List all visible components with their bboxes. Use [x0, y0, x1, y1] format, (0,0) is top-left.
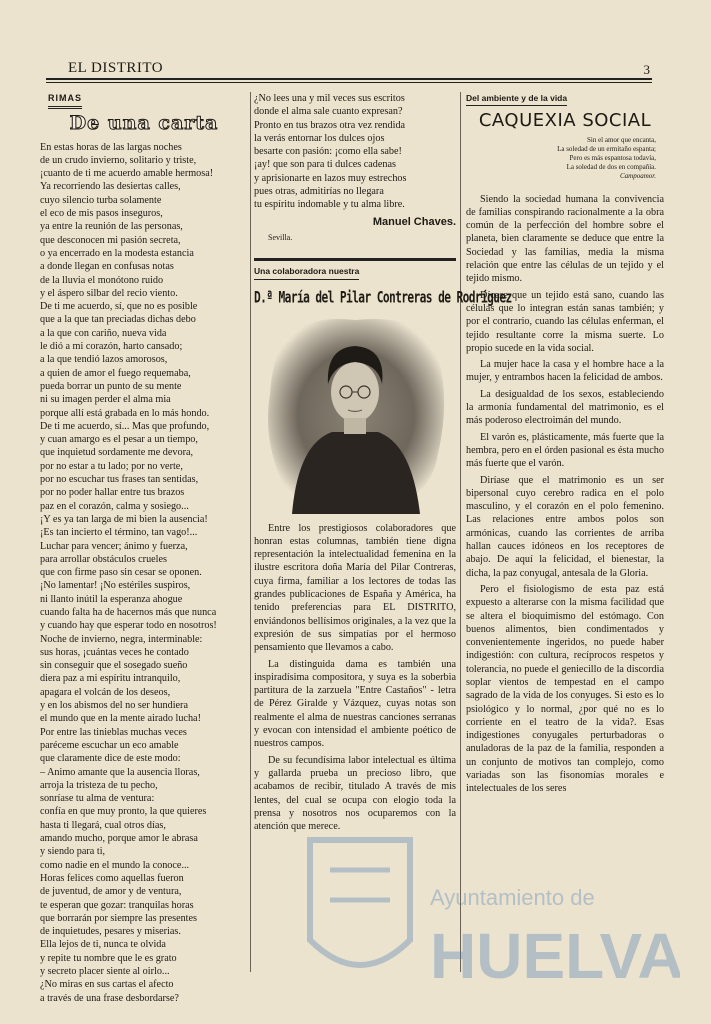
- poem-line: de un crudo invierno, solitario y triste,: [40, 154, 197, 166]
- poem-line: En estas horas de las largas noches: [40, 141, 182, 153]
- poem-line: y cuando hay que esperar todo en nosotros!: [40, 620, 217, 632]
- poem-line: a través de una frase desbordarse?: [40, 992, 179, 1004]
- poem-line: a donde llegan en confusas notas: [40, 261, 174, 273]
- poem-line: tu espíritu indomable y tu alma libre.: [254, 199, 405, 211]
- poem-line: le dió a mi corazón, harto cansado;: [40, 341, 183, 353]
- epigraph: [466, 136, 664, 181]
- poem-line: arroja la tristeza de tu pecho,: [40, 779, 158, 791]
- poem-line: y aprisionarte en lazos muy estrechos: [254, 172, 407, 184]
- poem-line: ya entre la reunión de las personas,: [40, 221, 183, 233]
- poem-line: te esperan que gozar: tranquilas horas: [40, 899, 194, 911]
- poem-line: para arrollar obstáculos crueles: [40, 553, 168, 565]
- column-essay: [466, 92, 664, 799]
- poem-line: y secreto placer siente al oirlo...: [40, 966, 170, 977]
- section-separator: [254, 258, 456, 261]
- poem-line: ni llanto inútil la esperanza ahogue: [40, 593, 183, 605]
- poem-line: ¡cuanto de ti me acuerdo amable hermosa!: [40, 168, 214, 180]
- poem-line: Noche de invierno, negra, interminable:: [40, 633, 203, 645]
- poem-line: amando mucho, porque amor le abrasa: [40, 833, 198, 845]
- poem-line: que inquietud sordamente me devora,: [40, 447, 194, 459]
- epigraph-author: Campoamor.: [620, 171, 656, 180]
- poem-line: que desconocen mi pasión secreta,: [40, 234, 181, 246]
- essay-paragraph: Dícese que un tejido está sano, cuando las células que lo integran están sanas también; y por el contrario, cuando las células enferman, el tejido resultante corre la misma suerte. Lo propio sucede en la vida social.: [466, 289, 664, 354]
- poem-line: pues otras, admitirías no llegara: [254, 186, 384, 198]
- poem-line: y en los abismos del no ser hundiera: [40, 700, 188, 712]
- publication-name: EL DISTRITO: [68, 60, 164, 76]
- poem-line: donde el alma sale cuanto expresan?: [254, 106, 403, 118]
- bio-title: D.ª María del Pilar Contreras de Rodríguez: [254, 287, 512, 307]
- watermark-sub: Ayuntamiento de: [430, 885, 595, 910]
- poem-line: por no escuchar tus frases tan sentidas,: [40, 474, 199, 486]
- poem-line: y repite tu nombre que le es grato: [40, 952, 177, 964]
- poem-line: ¡Y es ya tan larga de mi bien la ausencia!: [40, 513, 208, 525]
- poem-line: sus horas, ¡cuántas veces he contado: [40, 646, 189, 658]
- poem-line: que a la que tan preciadas dichas debo: [40, 314, 196, 326]
- poem-line: De ti me acuerdo, sí, que no es posible: [40, 301, 198, 313]
- poem-line: que con firme paso sin cesar se oponen.: [40, 567, 202, 579]
- essay-title: CAQUEXIA SOCIAL: [478, 110, 652, 132]
- essay-text: [466, 193, 664, 796]
- section-label-ambiente: Del ambiente y de la vida: [466, 92, 567, 106]
- poem-line: que claramente dice de este modo:: [40, 753, 181, 765]
- page-header: [46, 60, 652, 78]
- poem-line: cuando falta ha de hacernos más que nunca: [40, 606, 217, 618]
- watermark: [300, 830, 680, 1000]
- poem-line: Ella lejos de ti, nunca te olvida: [40, 939, 166, 951]
- poem-line: a la que con cariño, nueva vida: [40, 327, 167, 339]
- poem-line: Pronto en tus brazos otra vez rendida: [254, 119, 406, 131]
- portrait-photo: [262, 314, 448, 514]
- poem-line: Horas felices como aquellas fueron: [40, 872, 184, 884]
- poem-line: la verás entornar los dulces ojos: [254, 132, 385, 144]
- poem-line: sonríase tu alma de ventura:: [40, 793, 155, 805]
- poem-line: porque allí está grabada en lo más hondo.: [40, 407, 210, 419]
- poem-line: y siendo para ti,: [40, 846, 106, 858]
- essay-paragraph: La mujer hace la casa y el hombre hace a la mujer, y entrambos hacen la felicidad de ambos.: [466, 359, 664, 384]
- poem-line: ni su imagen perder el alma mia: [40, 394, 171, 406]
- poem-line: sin conseguir que el sosegado sueño: [40, 660, 188, 672]
- poem-verses: [40, 141, 248, 1005]
- essay-paragraph: Pero el fisiologismo de esta paz está expuesto a alterarse con la misma facilidad que se altera el bioquimismo del estómago. Con buenos alimentos, bien condimentados y convenientemente ingeridos, no puede haber indigestión: con cultura, recíprocos respetos y tolerancia, no puede el geniecillo de la discordia soplar vientos de tempestad en el campo sagrado de la vida de los conyuges. Si esto es lo psiológico y lo normal, ¿por qué no es lo corriente en el teatro de la vida?. Esas indigestiones conyugales perturbadoras o anuladoras de la paz de la familia, responden a un conjunto de motivos tan complejo, como variadas son las fisonomías morales e intelectuales de los seres: [466, 583, 664, 795]
- column-divider-2: [460, 92, 461, 972]
- poem-line: hasta ti llegará, cual otros días,: [40, 819, 166, 831]
- poem-line: Luchar para vencer; ánimo y fuerza,: [40, 540, 188, 552]
- section-label-colaboradora: Una colaboradora nuestra: [254, 265, 359, 279]
- essay-paragraph: El varón es, plásticamente, más fuerte que la hembra, pero en el órden pasional es ésta mucho más fuerte que el varón.: [466, 431, 664, 470]
- page-number: 3: [643, 62, 650, 77]
- poem-line: apagara el volcán de los deseos,: [40, 686, 171, 698]
- poem-line: como nadie en el mundo la conoce...: [40, 859, 190, 871]
- poem-line: el mundo que en la mente airado lucha!: [40, 713, 201, 725]
- bio-paragraph: La distinguida dama es también una inspiradísima compositora, y suya es la soberbia partitura de la zarzuela "Entre Castaños" - letra de Pérez Giralde y Vázquez, cuyas notas son realmente el alma de nuestras canciones serranas y evocan con intensidad el ambiente poético de nuestros campos.: [254, 658, 456, 750]
- poem-line: ¡Es tan incierto el término, tan vago!...: [40, 527, 198, 539]
- poem-line: De ti me acuerdo, sí... Mas que profundo,: [40, 420, 210, 432]
- bio-paragraph: De su fecundísima labor intelectual es última y gallarda prueba un precioso libro, que acabamos de recibir, titulado A través de mis lentes, del cual se ocupa con elogio toda la prensa y nosotros nos ocuparemos con la atención que merece.: [254, 754, 456, 833]
- epigraph-line: Pero es más espantosa todavía,: [569, 153, 656, 162]
- poem-end-verses: [254, 92, 456, 212]
- poem-line: o ya encerrado en la modesta estancia: [40, 247, 194, 259]
- archive-seal-icon: [300, 830, 680, 1000]
- poem-line: besarte con pasión: ¡como ella sabe!: [254, 146, 402, 158]
- poem-line: – Animo amante que la ausencia lloras,: [40, 766, 200, 778]
- header-rule-thin: [46, 82, 652, 83]
- column-poem: [40, 92, 248, 1005]
- poem-line: confía en que muy pronto, la que quieres: [40, 806, 207, 818]
- poem-line: de juventud, de amor y de ventura,: [40, 886, 182, 898]
- poem-line: cuyo silencio turba solamente: [40, 194, 162, 206]
- poem-line: Por entre las tinieblas muchas veces: [40, 726, 187, 738]
- poem-line: ¿No miras en sus cartas el afecto: [40, 979, 174, 991]
- epigraph-line: Sin el amor que encanta,: [586, 135, 656, 144]
- poem-place: Sevilla.: [268, 232, 293, 242]
- poem-line: diera paz a mi espíritu intranquilo,: [40, 673, 181, 685]
- bio-paragraph: Entre los prestigiosos colaboradores que honran estas columnas, también tiene digna representación la intelectualidad femenina en la ilustre escritora doña María del Pilar Contreras, cuya firma, familiar a los lectores de todas las grandes publicaciones de España y América, ha tenido preferencias para EL DISTRITO, enviándonos bellísimos originales, a la vez que la expresión de sus simpatías por el hermoso pensamiento que llevamos a cabo.: [254, 522, 456, 654]
- poem-line: el eco de mis pasos inseguros,: [40, 208, 163, 220]
- essay-paragraph: Diríase que el matrimonio es un ser bipersonal cuyo cerebro radica en el polo masculino, y el corazón en el polo femenino. Las relaciones entre ambos polos son armónicas, cuando las corrientes de arriba hallan cauces idóneos en los receptores de abajo. De aquí la felicidad, el bienestar, la dicha, la paz conyugal, antesala de la Gloria.: [466, 474, 664, 579]
- poem-line: ¡ay! que son para ti dulces cadenas: [254, 159, 396, 171]
- bio-text: [254, 522, 456, 834]
- poem-line: paz en el corazón, calma y sosiego...: [40, 500, 189, 512]
- epigraph-line: La soledad de dos en compañía.: [566, 162, 656, 171]
- poem-line: por no estar a tu lado; por no verte,: [40, 460, 183, 472]
- header-rule: [46, 78, 652, 80]
- poem-line: y el áspero silbar del recio viento.: [40, 287, 178, 299]
- poem-line: que borrarán por siempre las presentes: [40, 912, 197, 924]
- poem-line: ¿No lees una y mil veces sus escritos: [254, 93, 405, 104]
- poem-line: ¡No lamentar! ¡No estériles suspiros,: [40, 580, 191, 592]
- portrait-icon: [262, 314, 448, 514]
- poem-title: De una carta: [69, 112, 219, 135]
- epigraph-lines: [466, 136, 656, 172]
- poem-line: a quien de amor el fuego requemaba,: [40, 367, 191, 379]
- poem-line: y cuan amargo es el pesar a un tiempo,: [40, 434, 198, 446]
- poem-line: pueda borrar un punto de su mente: [40, 380, 182, 392]
- section-label-rimas: RIMAS: [48, 92, 82, 109]
- epigraph-line: La soledad de un ermitaño espanta;: [557, 144, 656, 153]
- watermark-text: HUELVA: [430, 920, 680, 992]
- column-bio: [254, 92, 512, 836]
- poem-line: Ya recorriendo las desiertas calles,: [40, 181, 181, 193]
- essay-paragraph: Siendo la sociedad humana la convivencia de familias conspirando racionalmente a la obra común de la perfección del hombre sobre el planeta, bien claramente se deduce que entre la Sociedad y las familias, media la misma relación que entre las células de un tejido y el tejido mismo.: [466, 193, 664, 285]
- column-divider-1: [250, 92, 251, 972]
- poem-line: a la que tendió lazos amorosos,: [40, 354, 168, 366]
- poem-line: de la lluvia el monótono ruido: [40, 274, 164, 286]
- poem-line: por no poder hallar entre tus brazos: [40, 487, 185, 499]
- essay-paragraph: La desigualdad de los sexos, estableciendo la armonía fundamental del matrimonio, es el más poderoso electroimán del mundo.: [466, 388, 664, 427]
- poem-line: paréceme escuchar un eco amable: [40, 739, 179, 751]
- poem-line: de inquietudes, pesares y miserias.: [40, 926, 181, 938]
- poem-signature: Manuel Chaves.: [372, 215, 456, 228]
